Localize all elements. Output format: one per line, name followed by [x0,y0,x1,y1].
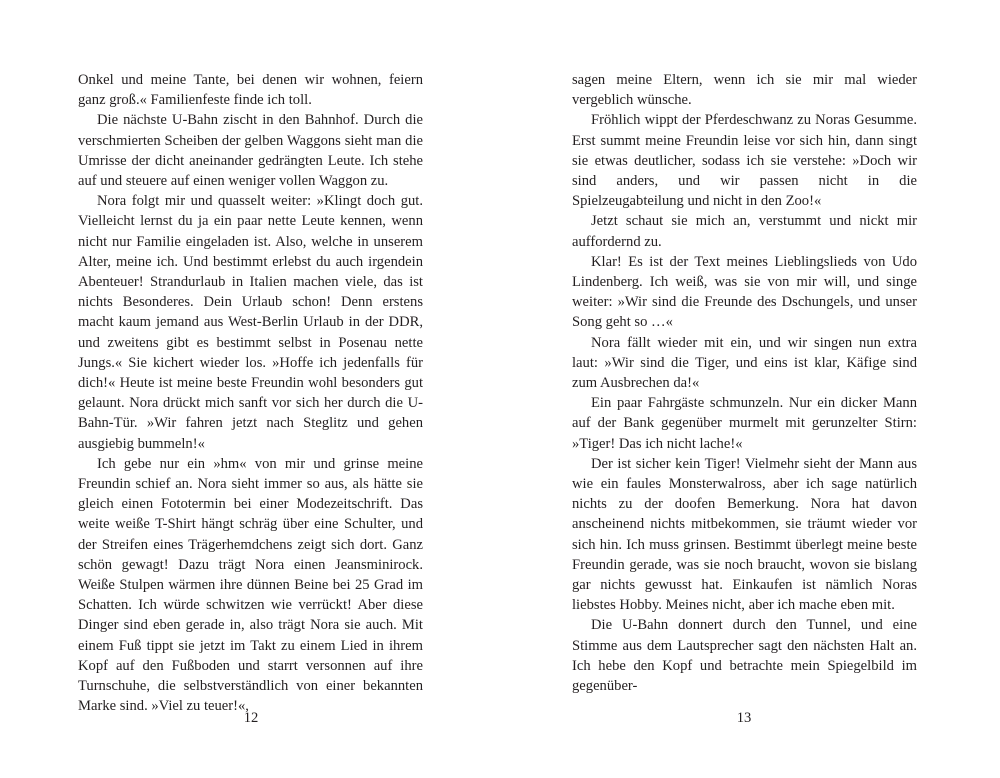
paragraph: Ein paar Fahrgäste schmunzeln. Nur ein dicker Mann auf der Bank gegenüber murmelt mit gerunzelter Stirn: »Tiger! Das ich nicht lache!« [572,395,917,452]
page-number: 13 [736,710,752,726]
paragraph: Nora fällt wieder mit ein, und wir singen nun extra laut: »Wir sind die Tiger, und eins ist klar, Käfige sind zum Ausbrechen da!« [572,334,917,392]
right-page-text [572,70,917,696]
paragraph: Jetzt schaut sie mich an, verstummt und nickt mir auffordernd zu. [572,213,917,250]
right-page [500,0,1000,778]
paragraph: Die U-Bahn donnert durch den Tunnel, und eine Stimme aus dem Lautsprecher sagt den nächsten Halt an. Ich hebe den Kopf und betrachte mein Spiegelbild im gegenüber- [572,617,917,695]
paragraph: Onkel und meine Tante, bei denen wir wohnen, feiern ganz groß.« Familienfeste finde ich toll. [78,72,423,109]
paragraph: Fröhlich wippt der Pferdeschwanz zu Noras Gesumme. Erst summt meine Freundin leise vor sich hin, dann singt sie etwas deutlicher, sodass ich sie verstehe: »Doch wir sind anders, und wir passen nicht in die Spielzeugabteilung und nicht in den Zoo!« [572,112,917,210]
paragraph: sagen meine Eltern, wenn ich sie mir mal wieder vergeblich wünsche. [572,72,917,109]
page-number: 12 [243,710,259,726]
paragraph: Der ist sicher kein Tiger! Vielmehr sieht der Mann aus wie ein faules Monsterwalross, aber ich sage natürlich nichts zu der doofen Bemerkung. Nora hat davon anscheinend nichts mitbekommen, sie träumt wieder vor sich hin. Ich muss grinsen. Bestimmt überlegt meine beste Freundin gerade, was sie noch braucht, wovon sie bislang gar nichts gewusst hat. Einkaufen ist nämlich Noras liebstes Hobby. Meines nicht, aber ich mache eben mit. [572,455,917,614]
paragraph: Nora folgt mir und quasselt weiter: »Klingt doch gut. Vielleicht lernst du ja ein paar nette Leute kennen, wenn nicht nur Familie eingeladen ist. Also, welche in unserem Alter, meine ich. Und bestimmt erlebst du auch irgendein Abenteuer! Strandurlaub in Italien machen viele, das ist nichts Besonderes. Dein Urlaub schon! Denn erstens macht kaum jemand aus West-Berlin Urlaub in der DDR, und zweitens gibt es bestimmt selbst in Posenau nette Jungs.« Sie kichert wieder los. »Hoffe ich jedenfalls für dich!« Heute ist meine beste Freundin wohl besonders gut gelaunt. Nora drückt mich sanft vor sich her durch die U-Bahn-Tür. »Wir fahren jetzt nach Steglitz und gehen ausgiebig bummeln!« [78,193,423,452]
left-page-text [78,70,423,717]
paragraph: Die nächste U-Bahn zischt in den Bahnhof. Durch die verschmierten Scheiben der gelben Waggons sieht man die Umrisse der dicht aneinander gedrängten Leute. Ich stehe auf und steuere auf einen weniger vollen Waggon zu. [78,112,423,190]
paragraph: Klar! Es ist der Text meines Lieblingslieds von Udo Lindenberg. Ich weiß, was sie von mir will, und singe weiter: »Wir sind die Freunde des Dschungels, und unser Song geht so …« [572,253,917,331]
paragraph: Ich gebe nur ein »hm« von mir und grinse meine Freundin schief an. Nora sieht immer so aus, als hätte sie gleich einen Fototermin bei einer Modezeitschrift. Das weite weiße T-Shirt hängt schräg über eine Schulter, und der Streifen eines Trägerhemdchens zeigt sich dort. Ganz schön gewagt! Dazu trägt Nora einen Jeansminirock. Weiße Stulpen wärmen ihre dünnen Beine bei 25 Grad im Schatten. Ich würde schwitzen wie verrückt! Aber diese Dinger sind eben gerade in, also trägt Nora sie auch. Mit einem Fuß tippt sie jetzt im Takt zu einem Lied in ihrem Kopf auf den Fußboden und starrt versonnen auf ihre Turnschuhe, die selbstverständlich von einer bekannten Marke sind. »Viel zu teuer!«, [78,455,423,715]
